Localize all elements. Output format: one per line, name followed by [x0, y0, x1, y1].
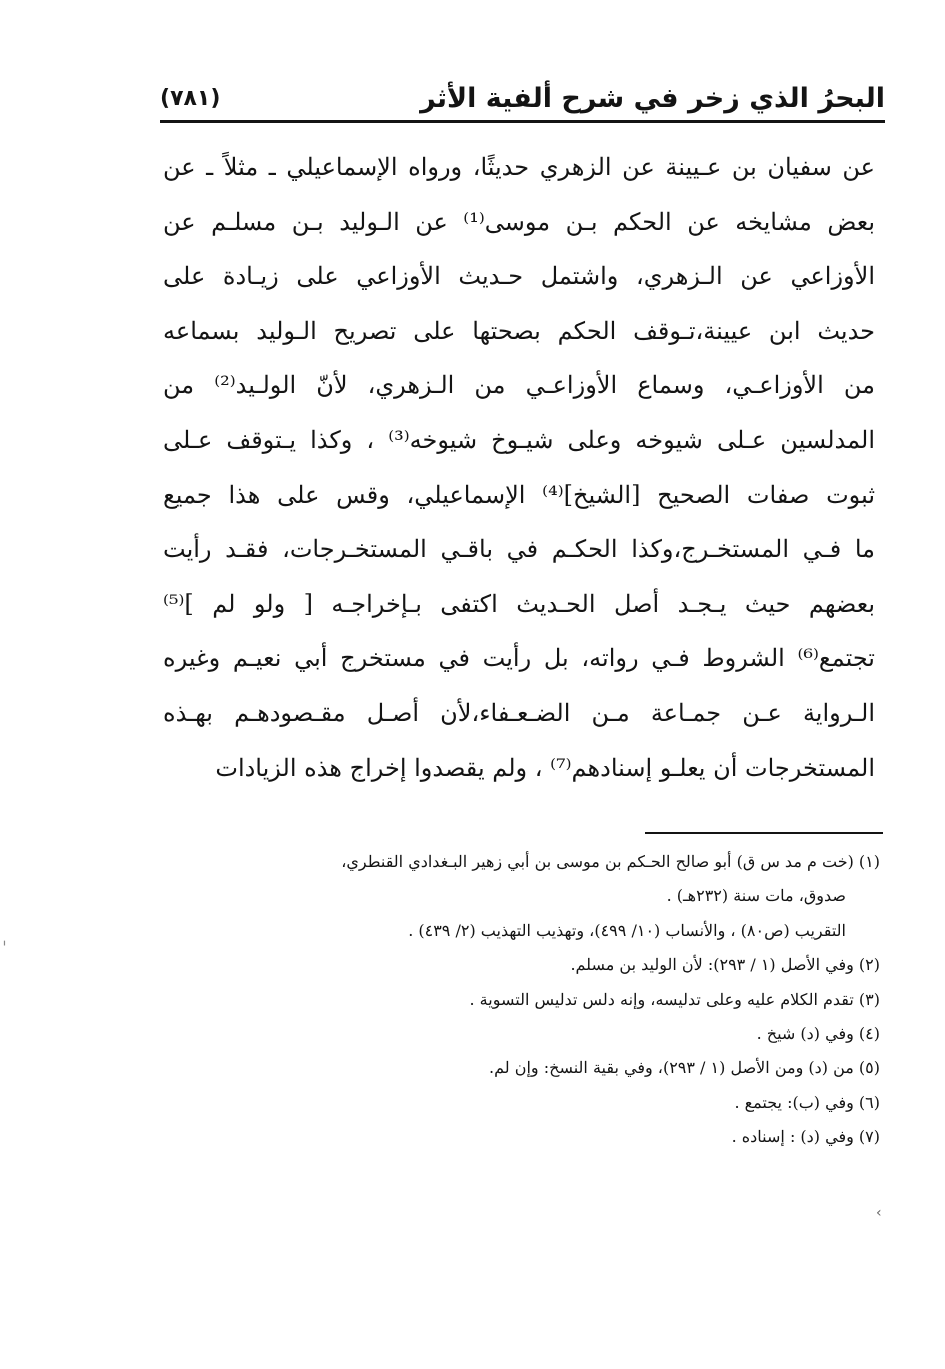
footnote-1-continuation: صدوق، مات سنة (٢٣٢هـ) . [666, 886, 846, 906]
scan-margin-mark: ˈ [2, 938, 7, 959]
footnote-5: (٥) من (د) ومن الأصل (١ / ٢٩٣)، وفي بقية النسخ: وإن لم. [489, 1058, 880, 1078]
footnote-3: (٣) تقدم الكلام عليه وعلى تدليسه، وإنه دلس تدليس التسوية . [469, 989, 880, 1009]
footnotes [160, 845, 880, 1155]
footnote-1: (١) (خت م مد س ق) أبو صالح الحـكم بن موسى بن أبي زهير البـغدادي القنطري، [341, 852, 880, 871]
footnote-2: (٢) وفي الأصل (١ / ٢٩٣): لأن الوليد بن مسلم. [570, 955, 880, 975]
footnote-4: (٤) وفي (د) شيخ . [756, 1023, 880, 1043]
header-rule [160, 120, 885, 123]
scan-corner-mark: ‹ [876, 1205, 882, 1221]
text-line: بعض مشايخه عن الحكم بـن موسى⁽¹⁾ عن الـوليد بـن مسلـم عن [163, 207, 875, 236]
text-line: الـرواية عـن جمـاعة مـن الضـعـفاء،لأن أصـل مقـصودهـم بهـذه [163, 698, 875, 727]
text-line: حديث ابن عيينة،تـوقف الحكم بصحتها على تصريح الـوليد بسماعه [163, 316, 875, 345]
text-line: تجتمع⁽⁶⁾ الشروط فـي رواته، بل رأيت في مستخرج أبي نعيـم وغيره [163, 644, 875, 673]
running-title: البحرُ الذي زخر في شرح ألفية الأثر [420, 82, 885, 114]
text-line: بعضهم حيث يـجـد أصل الحـديث اكتفى بـإخراجـه [ ولو لم ]⁽⁵⁾ [163, 589, 875, 618]
page-header [160, 78, 885, 118]
footnote-7: (٧) وفي (د) : إسناده . [731, 1127, 880, 1147]
footnote-6: (٦) وفي (ب): يجتمع . [734, 1092, 880, 1112]
text-line: ما فـي المستخـرج،وكذا الحكـم في باقـي المستخـرجات، فقـد رأيت [163, 535, 875, 564]
text-line: المدلسين عـلى شيوخه وعلى شيـوخ شيوخه⁽³⁾ ، وكذا يـتوقف عـلى [163, 425, 875, 454]
text-line: الأوزاعي عن الـزهري، واشتمل حـديث الأوزاعي على زيـادة على [163, 262, 875, 291]
footnote-separator [645, 832, 883, 834]
text-line: ثبوت صفات الصحيح [الشيخ]⁽⁴⁾ الإسماعيلي، وقس على هذا جميع [163, 480, 875, 509]
main-text [163, 140, 875, 795]
text-line: من الأوزاعـي، وسماع الأوزاعـي من الـزهري، لأنّ الولـيد⁽²⁾ من [163, 371, 875, 400]
footnote-1-sources: التقريب (ص٨٠) ، والأنساب (١٠/ ٤٩٩)، وتهذيب التهذيب (٢/ ٤٣٩) . [408, 920, 846, 940]
text-line: المستخرجات أن يعلـو إسنادهم⁽⁷⁾ ، ولم يقصدوا إخراج هذه الزيادات [215, 753, 875, 782]
text-line: عن سفيان بن عـيينة عن الزهري حديثًا، ورواه الإسماعيلي ـ مثلاً ـ عن [163, 153, 875, 181]
page-number: (٧٨١) [160, 85, 221, 111]
